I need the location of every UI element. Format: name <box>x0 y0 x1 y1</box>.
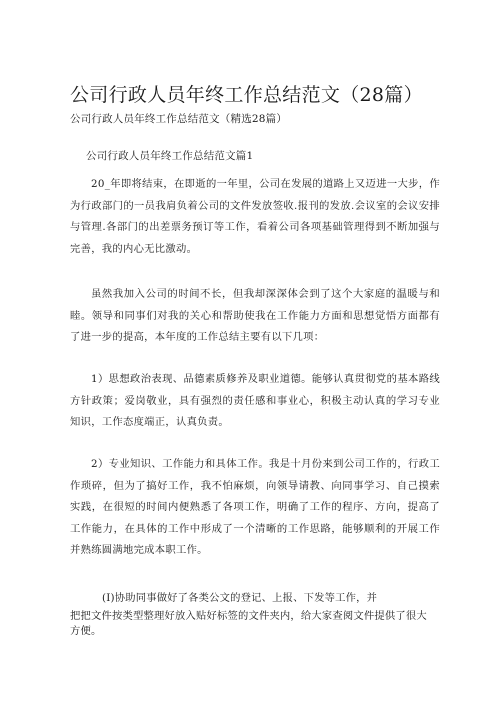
paragraph-item-2: 2）专业知识、工作能力和具体工作。我是十月份来到公司工作的，行政工作琐碎，但为了搞好工作，我不怕麻烦，向领导请教、向同事学习、自己摸索实践，在很短的时间内便熟悉了各项工作，明确了工作的程序、方向，提高了工作能力，在具体的工作中形成了一个清晰的工作思路，能够顺利的开展工作并熟练圆满地完成本职工作。 <box>70 458 440 556</box>
paragraph-intro: 20_年即将结束，在即逝的一年里，公司在发展的道路上又迈进一大步，作为行政部门的一员我肩负着公司的文件发放签收.报刊的发放.会议室的会议安排与管理.各部门的出差票务预订等工作，看着公司各项基础管理得到不断加强与完善，我的内心无比激动。 <box>70 178 440 255</box>
document-subtitle: 公司行政人员年终工作总结范文（精选28篇） <box>70 113 288 125</box>
document-title: 公司行政人员年终工作总结范文（28篇） <box>70 84 423 106</box>
sub-item-first-line: (I)协助同事做好了各类公文的登记、上报、下发等工作，并 <box>102 592 378 604</box>
paragraph-item-1: 1）思想政治表现、品德素质修养及职业道德。能够认真贯彻党的基本路线方针政策；爱岗敬业，具有强烈的责任感和事业心，积极主动认真的学习专业知识，工作态度端正，认真负责。 <box>70 373 440 428</box>
sub-item-continuation: 把把文件按类型整理好放入贴好标签的文件夹内，给大家查阅文件提供了很大方便。 <box>70 610 427 637</box>
paragraph-overview: 虽然我加入公司的时间不长，但我却深深体会到了这个大家庭的温暖与和睦。领导和同事们对我的关心和帮助使我在工作能力方面和思想觉悟方面都有了进一步的提高，本年度的工作总结主要有以下几项： <box>70 288 440 343</box>
section-heading: 公司行政人员年终工作总结范文篇1 <box>86 150 254 162</box>
